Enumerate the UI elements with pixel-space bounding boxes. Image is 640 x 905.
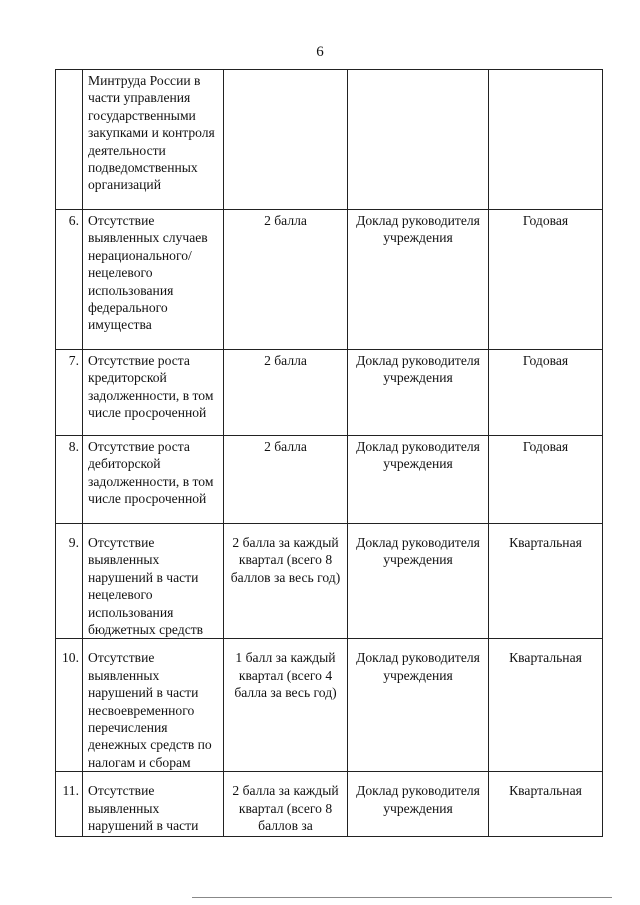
- table-row: [56, 524, 603, 639]
- criterion-source: [348, 70, 489, 210]
- criterion-score: 2 балла за каждый квартал (всего 8 баллов за: [224, 772, 348, 837]
- table-row: [56, 436, 603, 524]
- row-number: [56, 70, 83, 210]
- criterion-source: Доклад руководителя учреждения: [348, 639, 489, 772]
- row-number: 7.: [56, 350, 83, 436]
- criterion-name: Отсутствие выявленных нарушений в части несвоевременного перечисления денежных средств по налогам и сборам: [83, 639, 224, 772]
- page-number: 6: [316, 44, 324, 60]
- criterion-score: 1 балл за каждый квартал (всего 4 балла за весь год): [224, 639, 348, 772]
- criterion-score: 2 балла за каждый квартал (всего 8 баллов за весь год): [224, 524, 348, 639]
- criterion-period: Квартальная: [489, 772, 603, 837]
- criterion-source: Доклад руководителя учреждения: [348, 436, 489, 524]
- criterion-period: [489, 70, 603, 210]
- table-row: [56, 772, 603, 837]
- row-number: 8.: [56, 436, 83, 524]
- criterion-source: Доклад руководителя учреждения: [348, 524, 489, 639]
- criterion-period: Годовая: [489, 210, 603, 350]
- criterion-score: 2 балла: [224, 350, 348, 436]
- criterion-period: Годовая: [489, 436, 603, 524]
- criterion-name: Отсутствие роста кредиторской задолженности, в том числе просроченной: [83, 350, 224, 436]
- table-row: [56, 70, 603, 210]
- criterion-source: Доклад руководителя учреждения: [348, 350, 489, 436]
- criteria-table: [55, 69, 603, 837]
- criterion-score: 2 балла: [224, 210, 348, 350]
- criterion-name: Минтруда России в части управления государственными закупками и контроля деятельности подведомственных организаций: [83, 70, 224, 210]
- table-row: [56, 350, 603, 436]
- criterion-period: Квартальная: [489, 524, 603, 639]
- row-number: 10.: [56, 639, 83, 772]
- criterion-source: Доклад руководителя учреждения: [348, 210, 489, 350]
- criterion-score: [224, 70, 348, 210]
- row-number: 11.: [56, 772, 83, 837]
- table-row: [56, 210, 603, 350]
- criterion-name: Отсутствие выявленных нарушений в части: [83, 772, 224, 837]
- criterion-name: Отсутствие роста дебиторской задолженности, в том числе просроченной: [83, 436, 224, 524]
- criterion-period: Квартальная: [489, 639, 603, 772]
- row-number: 9.: [56, 524, 83, 639]
- criterion-name: Отсутствие выявленных нарушений в части нецелевого использования бюджетных средств: [83, 524, 224, 639]
- row-number: 6.: [56, 210, 83, 350]
- table-row: [56, 639, 603, 772]
- bottom-rule: [192, 897, 612, 898]
- criterion-score: 2 балла: [224, 436, 348, 524]
- criterion-period: Годовая: [489, 350, 603, 436]
- criterion-source: Доклад руководителя учреждения: [348, 772, 489, 837]
- criterion-name: Отсутствие выявленных случаев нерационального/ нецелевого использования федерального имущества: [83, 210, 224, 350]
